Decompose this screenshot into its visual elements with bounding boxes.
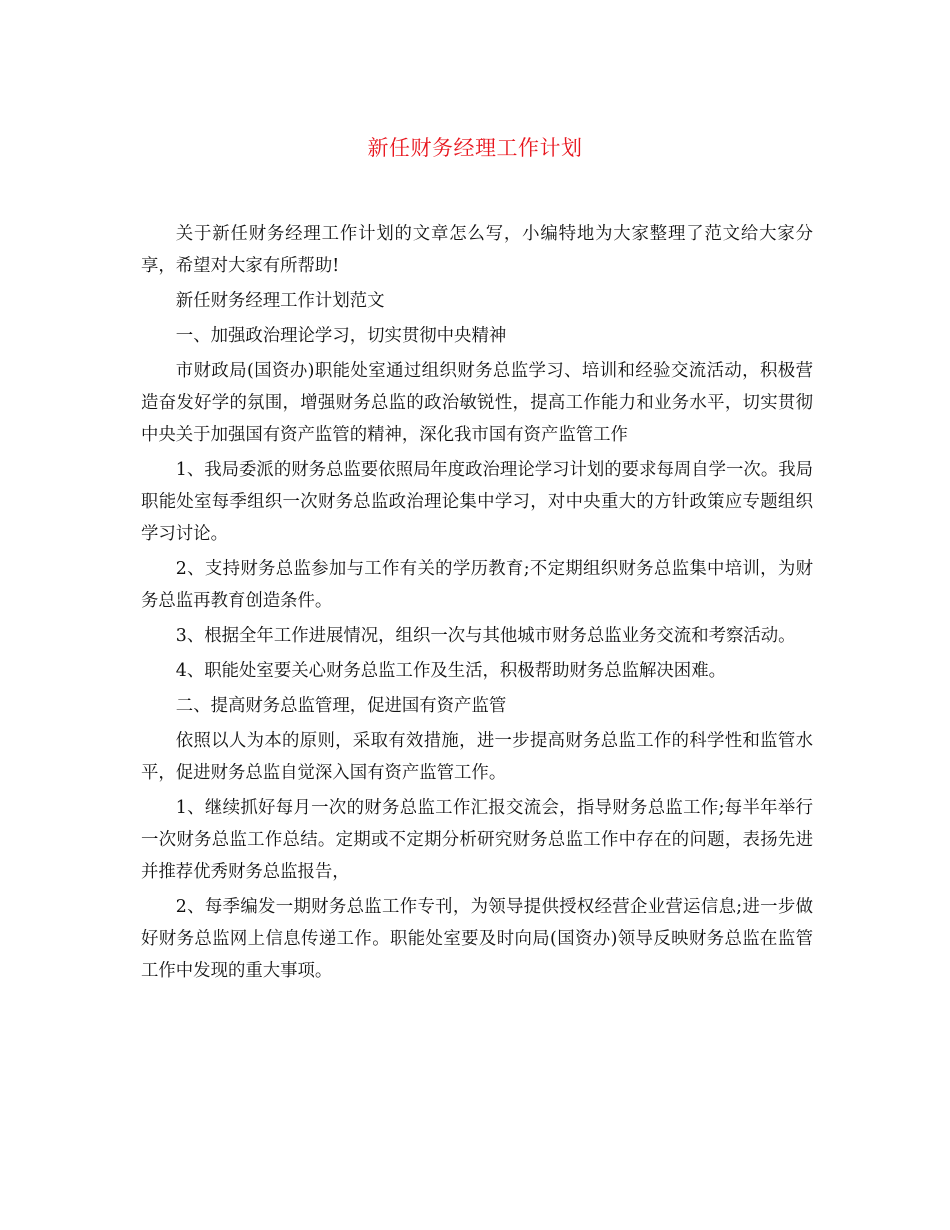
paragraph: 市财政局(国资办)职能处室通过组织财务总监学习、培训和经验交流活动，积极营造奋发好学的氛围，增强财务总监的政治敏锐性，提高工作能力和业务水平，切实贯彻中央关于加强国有资产监管的精神，深化我市国有资产监管工作 [141,361,813,445]
list-item: 1、我局委派的财务总监要依照局年度政治理论学习计划的要求每周自学一次。我局职能处室每季组织一次财务总监政治理论集中学习，对中央重大的方针政策应专题组织学习讨论。 [141,460,813,544]
document-body [141,218,813,990]
list-item: 2、支持财务总监参加与工作有关的学历教育;不定期组织财务总监集中培训，为财务总监再教育创造条件。 [141,559,813,611]
document-title: 新任财务经理工作计划 [367,136,583,160]
list-item: 1、继续抓好每月一次的财务总监工作汇报交流会，指导财务总监工作;每半年举行一次财务总监工作总结。定期或不定期分析研究财务总监工作中存在的问题，表扬先进并推荐优秀财务总监报告， [141,798,813,882]
section-heading-1: 一、加强政治理论学习，切实贯彻中央精神 [175,326,507,346]
list-item: 2、每季编发一期财务总监工作专刊，为领导提供授权经营企业营运信息;进一步做好财务总监网上信息传递工作。职能处室要及时向局(国资办)领导反映财务总监在监管工作中发现的重大事项。 [141,897,813,981]
paragraph: 依照以人为本的原则，采取有效措施，进一步提高财务总监工作的科学性和监管水平，促进财务总监自觉深入国有资产监管工作。 [141,731,813,783]
section-heading-2: 二、提高财务总监管理，促进国有资产监管 [175,696,507,716]
paragraph-sample-heading: 新任财务经理工作计划范文 [175,291,385,311]
list-item: 3、根据全年工作进展情况，组织一次与其他城市财务总监业务交流和考察活动。 [175,626,796,646]
paragraph-intro: 关于新任财务经理工作计划的文章怎么写，小编特地为大家整理了范文给大家分享，希望对大家有所帮助! [141,224,813,276]
list-item: 4、职能处室要关心财务总监工作及生活，积极帮助财务总监解决困难。 [175,661,726,681]
